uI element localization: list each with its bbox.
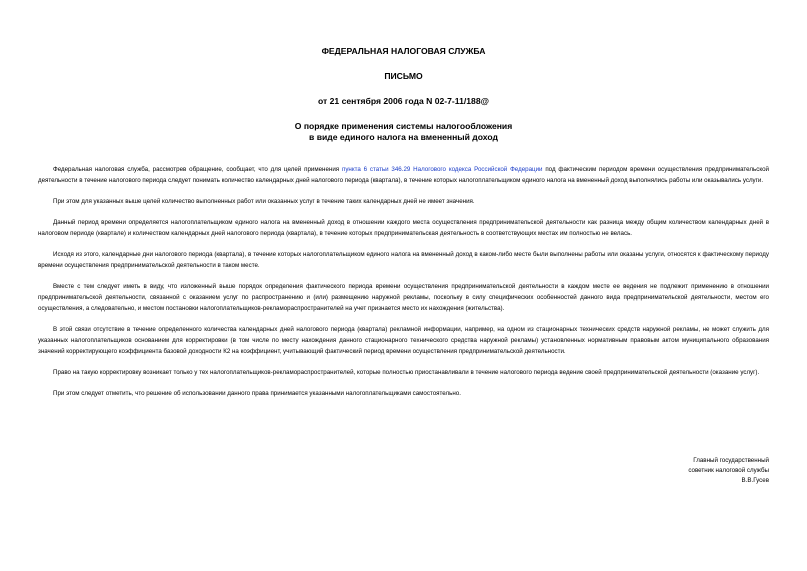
- signature-block: [688, 456, 769, 486]
- paragraph-6: В этой связи отсутствие в течение определенного количества календарных дней налогового периода (квартала) рекламной информации, например, на одном из стационарных технических средств наружной рекламы, не может служить для указанных налогоплательщиков основанием для корректировки (в том числе по месту нахождения данного стационарного технического средства наружной рекламы) установленных нормативным правовым актом муниципального образования значений корректирующего коэффициента базовой доходности К2 на коэффициент, учитывающий фактический период времени осуществления предпринимательской деятельности.: [38, 326, 769, 355]
- paragraph-4: Исходя из этого, календарные дни налогового периода (квартала), в течение которых налогоплательщиком единого налога на вмененный доход в каком-либо месте были выполнены работы или оказаны услуги, относятся к фактическому периоду времени осуществления предпринимательской деятельности в таком месте.: [38, 251, 769, 269]
- paragraph-8: При этом следует отметить, что решение об использовании данного права принимается указанными налогоплательщиками самостоятельно.: [53, 390, 461, 397]
- paragraph-2: При этом для указанных выше целей количество выполненных работ или оказанных услуг в течение таких календарных дней не имеет значения.: [53, 198, 475, 205]
- tax-code-link[interactable]: пункта 6 статьи 346.29 Налогового кодекса Российской Федерации: [341, 166, 543, 173]
- letter-body: [38, 164, 769, 399]
- paragraph-1-end: под фактическим периодом времени осуществления предпринимательской деятельности в течение налогового периода следует понимать количество календарных дней налогового периода (квартала), в течение которых налогоплательщиком единого налога на вмененный доход выполнялись работы или оказывались услуги.: [38, 166, 769, 184]
- date-number-line: от 21 сентября 2006 года N 02-7-11/188@: [318, 96, 489, 106]
- paragraph-1: [38, 164, 769, 186]
- paragraph-3: Данный период времени определяется налогоплательщиком единого налога на вмененный доход в отношении каждого места осуществления предпринимательской деятельности как разница между общим количеством календарных дней в налоговом периоде (квартале) и количеством календарных дней налогового периода (квартала), в течение которых предпринимательская деятельность в соответствующих местах им полностью не велась.: [38, 219, 769, 237]
- document: [38, 0, 769, 484]
- subject-line-1: О порядке применения системы налогообложения: [294, 121, 513, 131]
- org-title: ФЕДЕРАЛЬНАЯ НАЛОГОВАЯ СЛУЖБА: [321, 46, 486, 56]
- paragraph-7: Право на такую корректировку возникает только у тех налогоплательщиков-рекламораспространителей, которые полностью приостанавливали в течение налогового периода ведение своей предпринимательской деятельности (оказание услуг).: [53, 369, 760, 376]
- subject-heading: [38, 121, 769, 143]
- doc-type-title: ПИСЬМО: [384, 71, 423, 81]
- signature-position-1: Главный государственный: [693, 457, 769, 464]
- signature-position-2: советник налоговой службы: [688, 467, 769, 474]
- subject-line-2: в виде единого налога на вмененный доход: [309, 132, 498, 142]
- signature-name: В.В.Гусев: [741, 477, 769, 484]
- paragraph-5: Вместе с тем следует иметь в виду, что изложенный выше порядок определения фактического периода времени осуществления предпринимательской деятельности в каждом месте ее ведения не подлежит применению в отношении предпринимательской деятельности, связанной с оказанием услуг по распространению и (или) размещению наружной рекламы, поскольку в силу специфических особенностей данного вида предпринимательской деятельности, местом его осуществления, а следовательно, и местом постановки налогоплательщиков-рекламораспространителей на учет признается место их нахождения (жительства).: [38, 283, 769, 312]
- paragraph-1-start: Федеральная налоговая служба, рассмотрев обращение, сообщает, что для целей применения: [53, 166, 342, 173]
